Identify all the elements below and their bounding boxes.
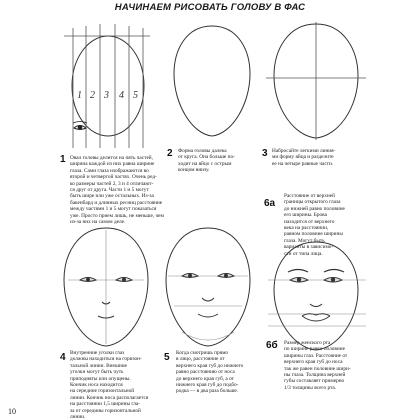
step-5-drawing: [160, 224, 256, 350]
egg-outline: [274, 242, 358, 350]
step-number: 3: [262, 148, 268, 159]
nose: [310, 304, 322, 307]
step-caption: Набросайте легкими линия- ми форму яйца и разделите ее на четыре равные части.: [272, 148, 336, 167]
egg-outline: [166, 228, 250, 346]
step-number: 6б: [266, 340, 278, 351]
step-2-drawing: [170, 22, 254, 140]
column-digit: 5: [133, 90, 138, 101]
column-digit: 2: [90, 90, 95, 101]
egg-outline: [174, 26, 250, 136]
page-title: НАЧИНАЕМ РИСОВАТЬ ГОЛОВУ В ФАС: [114, 2, 306, 13]
nose: [202, 298, 214, 301]
page-number: 10: [8, 407, 16, 416]
step-number: 6а: [264, 198, 276, 209]
step-4-drawing: [58, 224, 154, 350]
step-6-drawing: [262, 240, 370, 352]
step-caption: Когда смотришь прямо в лицо, расстояние от верхнего края губ до нижнего равно расстоянию от носа до верхнего края губ, а от нижнего края губ до подбо- родка — в два раза больше.: [176, 350, 244, 395]
step-number: 2: [167, 148, 173, 159]
step-caption: Овал головы делится на пять частей, ширина каждой из них равна ширине глаза. Сами глаза изображаются во второй и четвертой частях. Очень ред- ко размеры частей 2, 3 и 4 отличают- ся друг от друга. Части 1 и 5 могут быть шире или уже остальных. Из-за бакенбард и длинных ресниц расстояние между частями 1 и 5 могут показаться уже. Просто прием лишь, не меньше, чем из-за них на самом деле.: [70, 155, 164, 226]
head-oval: [72, 36, 144, 136]
left-brow: [288, 270, 308, 273]
step-number: 5: [164, 352, 170, 363]
step-caption: Форма головы далека от круга. Она больше по- ходит на яйцо с острым концом внизу.: [178, 148, 235, 174]
step-number: 1: [60, 154, 66, 165]
step-3-drawing: [262, 20, 370, 142]
step-caption: Расстояние от верхней границы открытого глаза до нижней равно половине его ширины. Брова находится от верхнего века на расстоянии, равном половине ширины глаза. Могут быть варианты в зависимо- сти от типа лица.: [284, 193, 345, 257]
jaw-shadow: [182, 332, 234, 340]
column-digit: 1: [77, 90, 82, 101]
column-digit: 3: [104, 90, 109, 101]
step-number: 4: [60, 352, 66, 363]
step-1-drawing: [60, 20, 156, 152]
eye-sketch: [73, 122, 87, 130]
lower-lip: [302, 316, 330, 321]
step-caption: Внутренние уголки глаз должны находиться на горизон- тальной линии. Внешние уголки могут быть чуть приподняты или опущены. Кончик носа находится на середине горизонтальной линии. Кончик носа располагается на расстоянии 1,5 ширины гла- за от середины горизонтальной линии.: [70, 350, 149, 420]
column-digit: 4: [119, 90, 124, 101]
step-caption: Размер женского рта по ширине равен половине ширины глаз. Расстояние от верхнего края губ до носа так же равен половине шири- ны глаза. Толщина верхней губы составляет примерно 1/3 толщины всего рта.: [284, 340, 351, 391]
mouth: [198, 314, 218, 317]
right-brow: [324, 270, 344, 273]
